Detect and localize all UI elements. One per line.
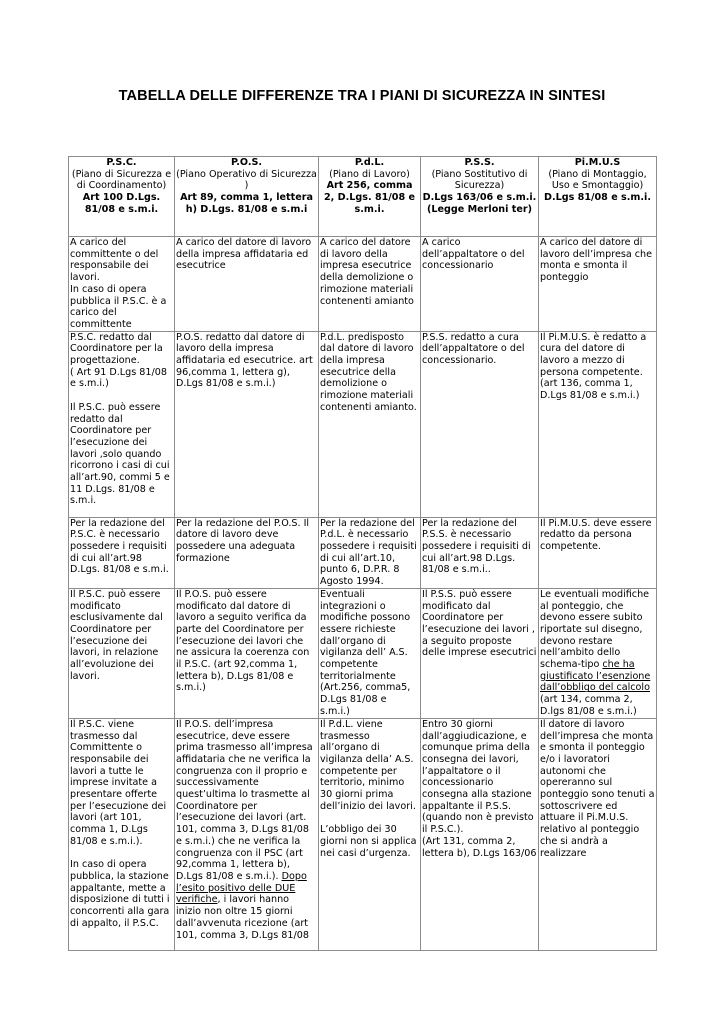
cell-text: A carico del datore di lavoro dell’impresa che monta e smonta il ponteggio: [540, 237, 653, 284]
cell-text: A carico dell’appaltatore o del concessionario: [422, 237, 525, 272]
cell-text: Per la redazione del P.O.S. Il datore di lavoro deve possedere una adeguata formazione: [176, 517, 310, 564]
cell-text: Il P.S.C. può essere modificato esclusivamente dal Coordinatore per l’esecuzione dei lavori, in relazione all’evoluzione dei lavori.: [70, 588, 163, 682]
header-law-ref: Art 256, comma 2, D.Lgs. 81/08 e s.m.i.: [324, 180, 415, 215]
cell-gap: [70, 848, 173, 860]
table-row: [69, 331, 657, 517]
table-header-row: [69, 157, 657, 237]
cell-text: Il Pi.M.U.S. è redatto a cura del datore di lavoro a mezzo di persona competente. (art 136, comma 1, D.Lgs 81/08 e s.m.i.): [540, 331, 647, 402]
header-full-name: (Piano di Sicurezza e di Coordinamento): [71, 168, 172, 192]
cell-gap: [320, 812, 419, 824]
table-cell: [421, 718, 539, 950]
cell-text: A carico del committente o del responsabile dei lavori.: [70, 237, 159, 284]
cell-text: Il P.O.S. può essere modificato dal datore di lavoro a seguito verifica da parte del Coordinatore per l’esecuzione dei lavori che ne assicura la coerenza con il P.S.C. (art 92,comma 1, lettera b), D.Lgs 81/08 e s.m.i.): [176, 588, 310, 694]
cell-text: Il datore di lavoro dell’impresa che monta e smonta il ponteggio e/o i lavoratori autonomi che opereranno sul ponteggio sono tenuti a sottoscrivere ed attuare il Pi.M.U.S. relativo al ponteggio che si andrà a realizzare: [540, 718, 655, 859]
header-full-name: (Piano Operativo di Sicurezza ): [176, 168, 317, 192]
table-cell: [69, 517, 175, 588]
cell-text: Il P.S.C. può essere redatto dal Coordinatore per l’esecuzione dei lavori ,solo quando ricorrono i casi di cui all’art.90, commi 5 e 11 D.Lgs. 81/08 e s.m.i.: [70, 401, 170, 507]
header-abbr: P.O.S.: [230, 157, 263, 168]
table-cell: [539, 331, 657, 517]
header-law-ref: Art 100 D.Lgs. 81/08 e s.m.i.: [82, 192, 161, 215]
cell-text: Per la redazione del P.S.C. è necessario possedere i requisiti di cui all’art.98 D.Lgs. 81/08 e s.m.i.: [70, 517, 169, 576]
cell-text: A carico del datore di lavoro della impresa affidataria ed esecutrice: [176, 237, 312, 272]
cell-text: Per la redazione del P.S.S. è necessario possedere i requisiti di cui all’art.98 D.Lgs. 81/08 e s.m.i..: [422, 517, 531, 576]
header-abbr: P.d.L.: [354, 157, 385, 168]
table-cell: [69, 237, 175, 332]
cell-text: Il Pi.M.U.S. deve essere redatto da persona competente.: [540, 517, 652, 553]
header-pss: [421, 157, 539, 237]
header-pos: [175, 157, 319, 237]
cell-text: Le eventuali modifiche al ponteggio, che devono essere subito riportate sul disegno, devono restare nell’ambito dello schema-tipo: [540, 588, 650, 671]
header-full-name: (Piano di Montaggio, Uso e Smontaggio): [548, 168, 647, 192]
cell-text: In caso di opera pubblica il P.S.C. è a carico del committente: [70, 283, 167, 330]
cell-text: ( Art 91 D.Lgs 81/08 e s.m.i.): [70, 366, 167, 390]
table-cell: [69, 331, 175, 517]
page-title: TABELLA DELLE DIFFERENZE TRA I PIANI DI SICUREZZA IN SINTESI: [118, 88, 606, 104]
cell-text: Per la redazione del P.d.L. è necessario possedere i requisiti di cui all’art.10, punto 6, D.P.R. 8 Agosto 1994.: [320, 517, 417, 588]
table-cell: [319, 331, 421, 517]
table-cell: [175, 718, 319, 950]
header-law-ref: D.Lgs 163/06 e s.m.i.: [422, 192, 537, 204]
cell-text: (art 134, comma 2, D.lgs 81/08 e s.m.i.): [540, 694, 637, 717]
header-pdl: [319, 157, 421, 237]
differences-table: [68, 156, 657, 951]
table-cell: [175, 331, 319, 517]
header-abbr: P.S.C.: [106, 157, 137, 168]
table-row: [69, 237, 657, 332]
header-psc: [69, 157, 175, 237]
table-cell: [319, 718, 421, 950]
table-cell: [175, 237, 319, 332]
cell-text: Entro 30 giorni dall’aggiudicazione, e comunque prima della consegna dei lavori, l’appaltatore o il concessionario consegna alla stazione appaltante il P.S.S. (quando non è previsto il P.S.C.).: [422, 718, 534, 836]
table-cell: [421, 517, 539, 588]
cell-text: Il P.S.C. viene trasmesso dal Committente o responsabile dei lavori a tutte le imprese invitate a presentare offerte per l’esecuzione dei lavori (art 101, comma 1, D.Lgs 81/08 e s.m.i.).: [70, 718, 167, 847]
cell-text: P.d.L. predisposto dal datore di lavoro della impresa esecutrice della demolizione o rimozione materiali contenenti amianto.: [320, 331, 417, 413]
table-cell: [175, 588, 319, 718]
table-cell: [421, 588, 539, 718]
table-cell: [539, 588, 657, 718]
cell-text: P.O.S. redatto dal datore di lavoro della impresa affidataria ed esecutrice. art 96,comma 1, lettera g), D.Lgs 81/08 e s.m.i.): [176, 331, 313, 390]
table-cell: [69, 588, 175, 718]
cell-text: Il P.S.S. può essere modificato dal Coordinatore per l’esecuzione dei lavori , a seguito proposte delle imprese esecutrici: [422, 588, 537, 659]
table-row: [69, 517, 657, 588]
cell-text: , i lavori hanno inizio non oltre 15 giorni dall’avvenuta ricezione (art 101, comma 3, D.Lgs 81/08: [176, 894, 309, 941]
table-cell: [539, 718, 657, 950]
cell-gap: [70, 390, 173, 402]
header-abbr: Pi.M.U.S: [574, 157, 621, 168]
cell-text: L’obbligo dei 30 giorni non si applica nei casi d’urgenza.: [320, 824, 417, 859]
cell-text-underlined: Dopo l’esito positivo delle DUE verifiche: [176, 870, 307, 906]
table-cell: [319, 237, 421, 332]
header-abbr: P.S.S.: [464, 157, 495, 168]
header-full-name: (Piano di Lavoro): [329, 168, 410, 180]
table-row: [69, 588, 657, 718]
cell-text: A carico del datore di lavoro della impresa esecutrice della demolizione o rimozione materiali contenenti amianto: [320, 237, 414, 307]
header-law-ref: D.Lgs 81/08 e s.m.i.: [544, 192, 651, 204]
table-cell: [421, 331, 539, 517]
cell-text: Il P.d.L. viene trasmesso all’organo di vigilanza della’ A.S. competente per territorio, minimo 30 giorni prima dell’inizio dei lavori.: [320, 718, 416, 812]
cell-text: Il P.O.S. dell’impresa esecutrice, deve essere prima trasmesso all’impresa affidataria che ne verifica la congruenza con il proprio e successivamente quest’ultima lo trasmette al Coordinatore per l’esecuzione dei lavori (art. 101, comma 3, D.Lgs 81/08 e s.m.i.) che ne verifica la congruenza con il PSC (art 92,comma 1, lettera b), D.Lgs 81/08 e s.m.i.).: [176, 718, 313, 882]
table-cell: [421, 237, 539, 332]
cell-text: P.S.C. redatto dal Coordinatore per la progettazione.: [70, 331, 163, 367]
header-full-name: (Piano Sostitutivo di Sicurezza): [431, 168, 528, 192]
table-cell: [69, 718, 175, 950]
table-cell: [539, 237, 657, 332]
table-cell: [175, 517, 319, 588]
table-cell: [319, 517, 421, 588]
table-row: [69, 718, 657, 950]
cell-text: Eventuali integrazioni o modifiche possono essere richieste dall’organo di vigilanza dell’ A.S. competente territorialmente (Art.256, comma5, D.Lgs 81/08 e s.m.i.): [320, 588, 411, 717]
cell-text-underlined: che ha giustificato l’esenzione dall’obbligo del calcolo: [540, 659, 651, 694]
table-cell: [319, 588, 421, 718]
table-cell: [539, 517, 657, 588]
header-pimus: [539, 157, 657, 237]
header-law-ref: Art 89, comma 1, lettera h) D.Lgs. 81/08 e s.m.i: [180, 192, 313, 215]
cell-text: (Art 131, comma 2, lettera b), D.Lgs 163/06: [422, 835, 537, 859]
cell-text: In caso di opera pubblica, la stazione appaltante, mette a disposizione di tutti i concorrenti alla gara di appalto, il P.S.C.: [70, 859, 170, 929]
header-law-ref-2: (Legge Merloni ter): [427, 203, 532, 215]
cell-text: P.S.S. redatto a cura dell’appaltatore o del concessionario.: [422, 331, 525, 367]
